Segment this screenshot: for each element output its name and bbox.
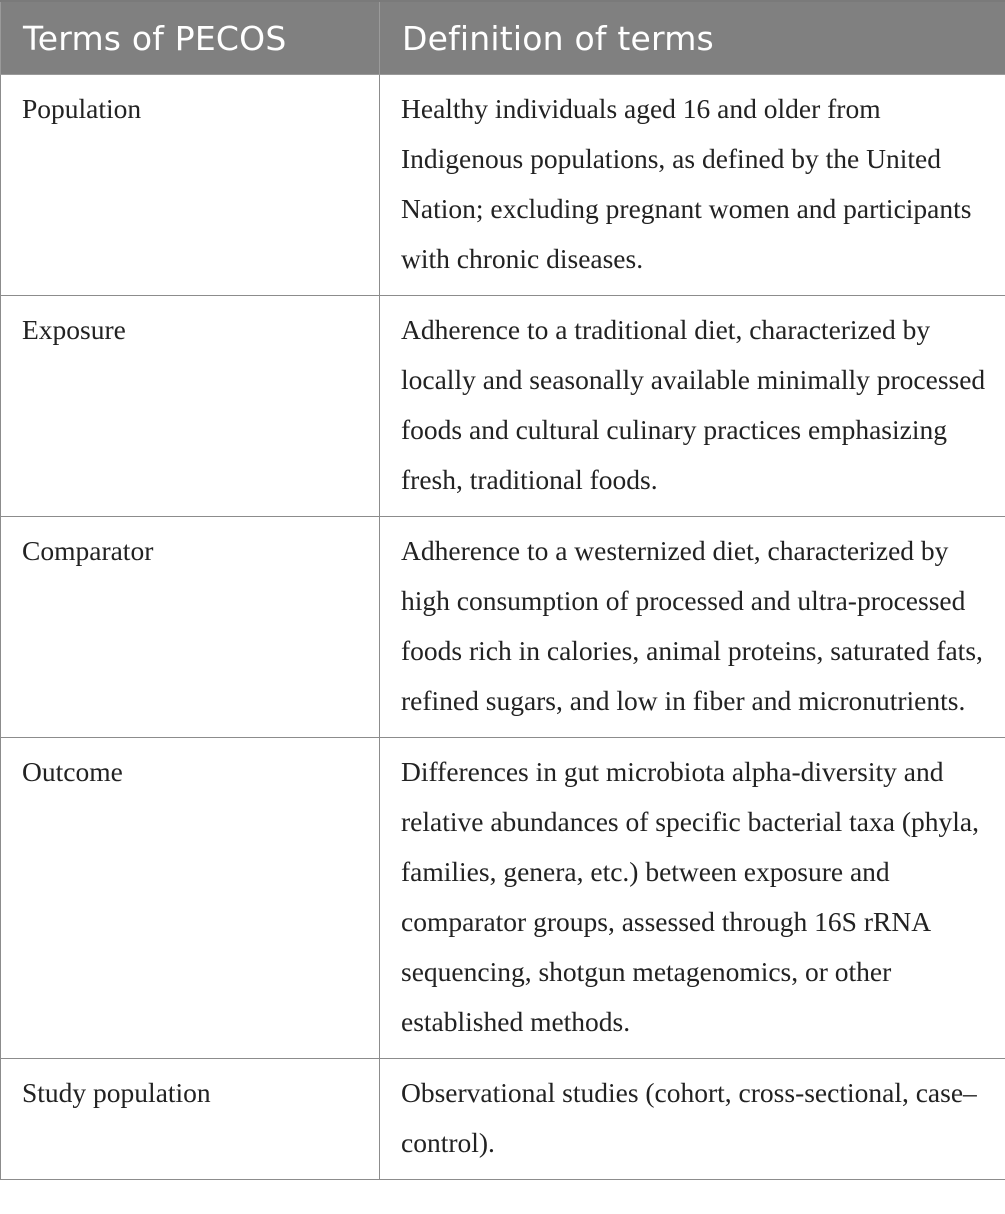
table-row <box>1 1059 1005 1180</box>
table-row <box>1 75 1005 296</box>
definition-cell: Healthy individuals aged 16 and older from Indigenous populations, as defined by the United Nation; excluding pregnant women and participants with chronic diseases. <box>380 75 1005 296</box>
term-cell: Outcome <box>1 738 380 1059</box>
term-cell: Exposure <box>1 296 380 517</box>
table-row <box>1 738 1005 1059</box>
term-cell: Comparator <box>1 517 380 738</box>
definition-cell: Adherence to a westernized diet, characterized by high consumption of processed and ultra-processed foods rich in calories, animal proteins, saturated fats, refined sugars, and low in fiber and micronutrients. <box>380 517 1005 738</box>
table-header-row <box>1 1 1005 75</box>
header-definitions: Definition of terms <box>380 1 1005 75</box>
definition-cell: Observational studies (cohort, cross-sectional, case–control). <box>380 1059 1005 1180</box>
definition-cell: Adherence to a traditional diet, characterized by locally and seasonally available minimally processed foods and cultural culinary practices emphasizing fresh, traditional foods. <box>380 296 1005 517</box>
table-row <box>1 517 1005 738</box>
definition-cell: Differences in gut microbiota alpha-diversity and relative abundances of specific bacterial taxa (phyla, families, genera, etc.) between exposure and comparator groups, assessed through 16S rRNA sequencing, shotgun metagenomics, or other established methods. <box>380 738 1005 1059</box>
term-cell: Study population <box>1 1059 380 1180</box>
header-terms: Terms of PECOS <box>1 1 380 75</box>
term-cell: Population <box>1 75 380 296</box>
table-row <box>1 296 1005 517</box>
